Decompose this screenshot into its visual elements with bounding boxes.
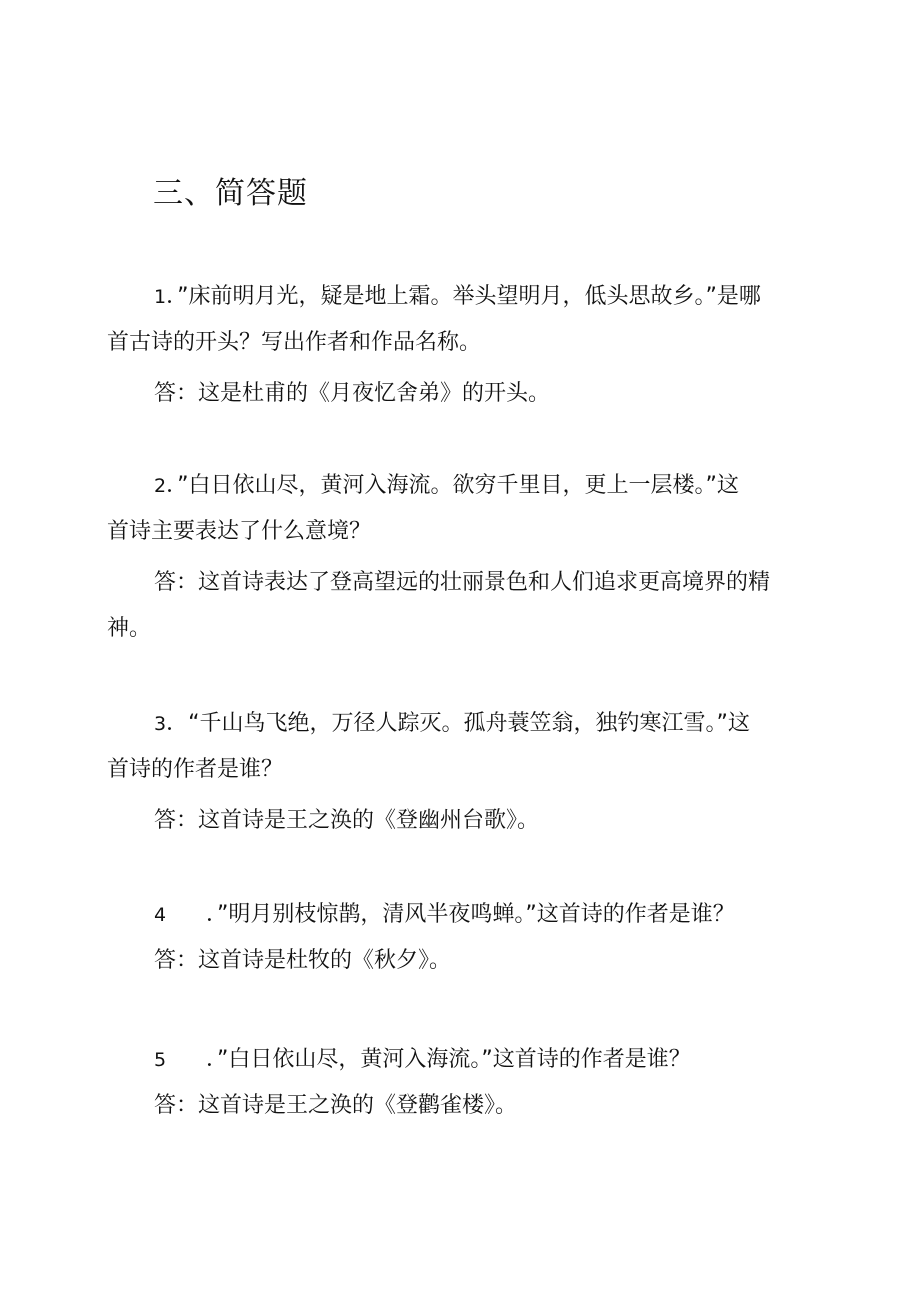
section-title: 三、简答题: [153, 176, 308, 211]
question-number: 1: [154, 286, 167, 308]
question-5: [107, 1037, 827, 1129]
question-number: 4: [154, 904, 167, 926]
question-text-line: 首古诗的开头？写出作者和作品名称。: [107, 330, 482, 355]
question-4: [107, 892, 827, 984]
question-2: [107, 463, 827, 652]
question-number: 2: [154, 475, 167, 497]
question-number: 5: [154, 1049, 167, 1071]
question-text-line: 4 ．”明月别枝惊鹊，清风半夜鸣蝉。”这首诗的作者是谁？: [107, 892, 827, 938]
question-text-line: 首诗主要表达了什么意境？: [107, 519, 372, 544]
question-3: [107, 701, 827, 844]
answer-text-line: 答：这首诗是王之涣的《登鹳雀楼》。: [154, 1093, 518, 1118]
answer-text-line: 神。: [107, 616, 152, 641]
question-number: 3: [154, 713, 167, 735]
question-1: [107, 274, 827, 417]
question-text-line: 首诗的作者是谁？: [107, 757, 284, 782]
question-text-line: 3．“千山鸟飞绝，万径人踪灭。孤舟蓑笠翁，独钓寒江雪。”这: [107, 701, 827, 747]
answer-text-line: 答：这首诗是王之涣的《登幽州台歌》。: [154, 808, 540, 833]
question-text-line: 2．”白日依山尽，黄河入海流。欲穷千里目，更上一层楼。”这: [107, 463, 827, 509]
question-text-line: 1．”床前明月光，疑是地上霜。举头望明月，低头思故乡。”是哪: [107, 274, 827, 320]
question-text-line: 5 ．”白日依山尽，黄河入海流。”这首诗的作者是谁？: [107, 1037, 827, 1083]
answer-text-line: 答：这首诗是杜牧的《秋夕》。: [154, 948, 452, 973]
answer-text-line: 答：这是杜甫的《月夜忆舍弟》的开头。: [154, 381, 551, 406]
answer-text-line: 答：这首诗表达了登高望远的壮丽景色和人们追求更高境界的精: [154, 570, 771, 595]
